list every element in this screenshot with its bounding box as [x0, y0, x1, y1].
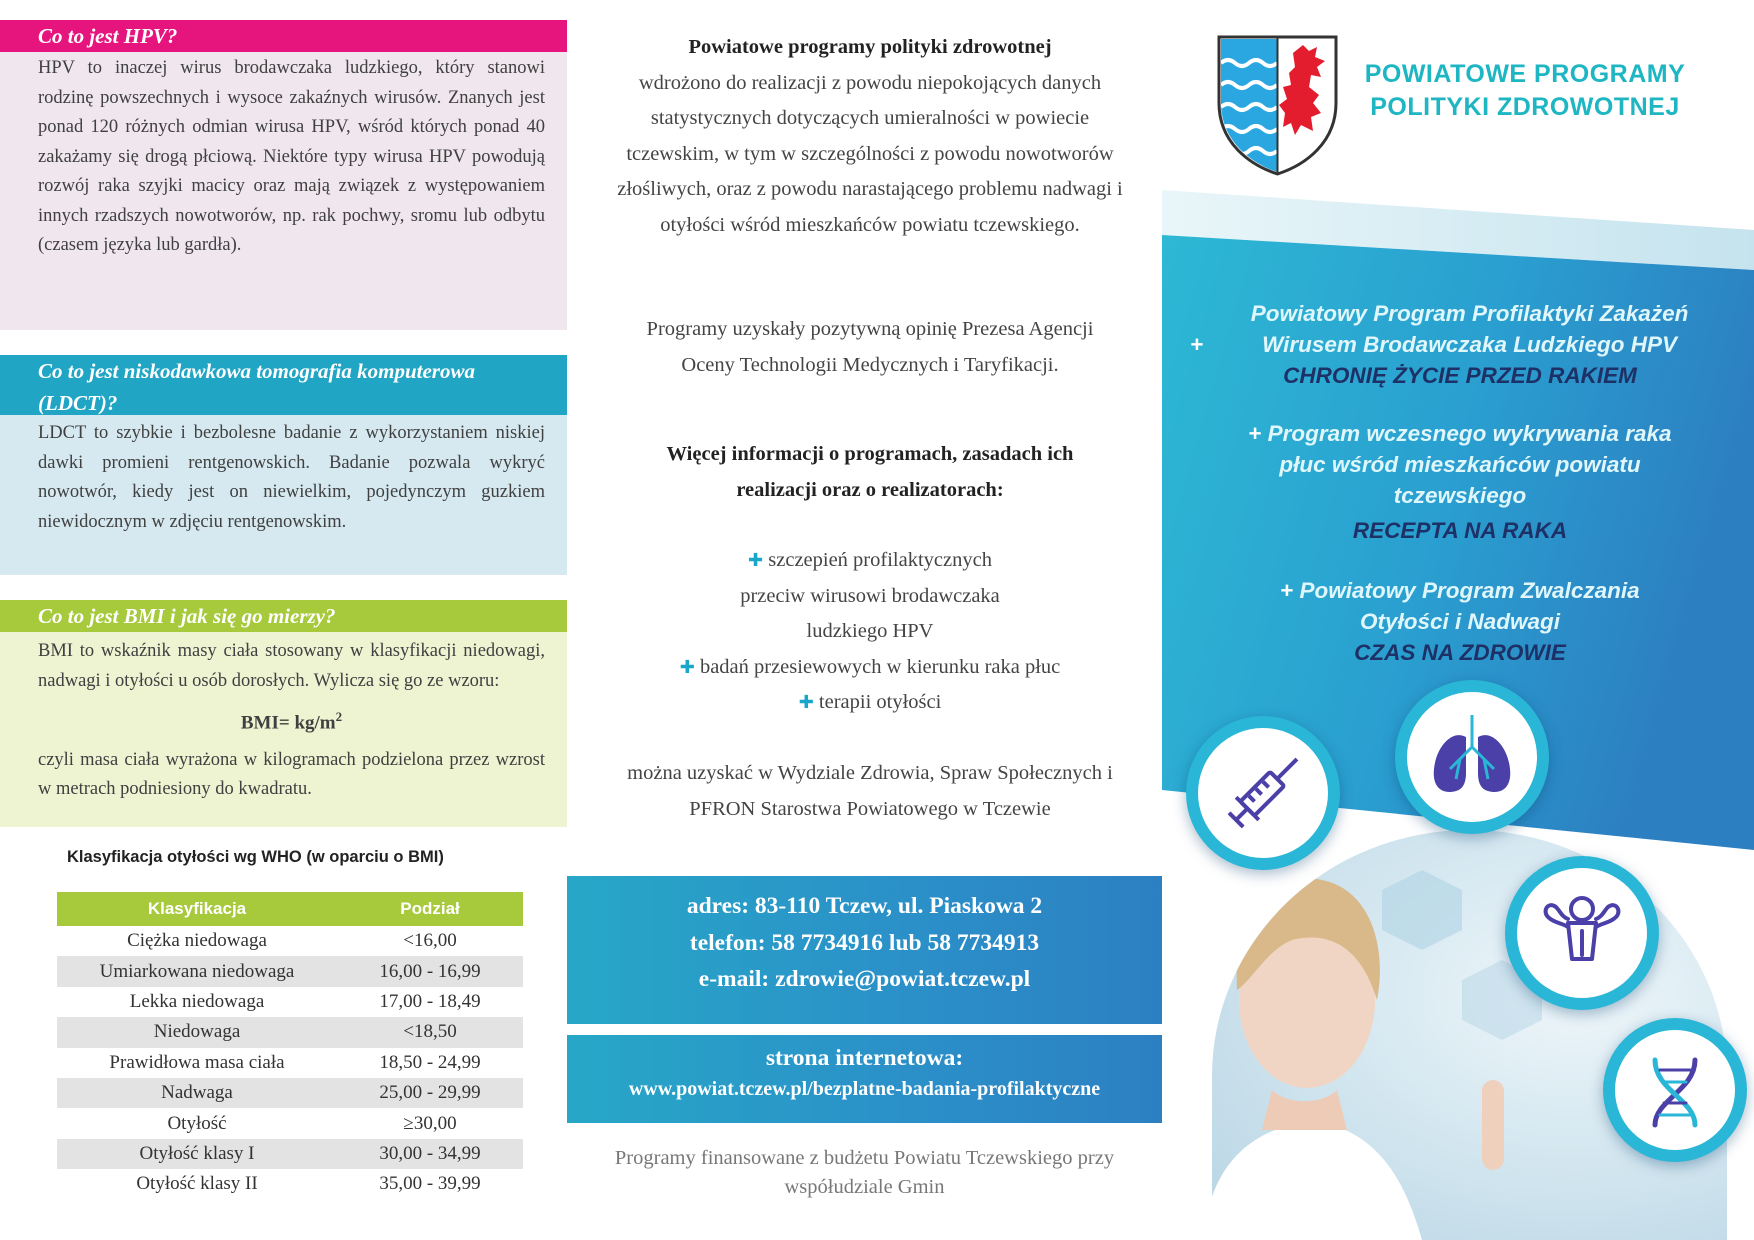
lungs-icon	[1422, 707, 1522, 807]
muscle-man-circle	[1517, 868, 1647, 998]
more-info-heading: Więcej informacji o programach, zasadach ich realizacji oraz o realizatorach:	[666, 443, 1074, 501]
table-header-range: Podział	[337, 892, 523, 926]
funding-note: Programy finansowane z budżetu Powiatu Tczewskiego przy współudziale Gmin	[614, 1147, 1115, 1198]
plus-icon: +	[1280, 578, 1294, 603]
table-header-classification: Klasyfikacja	[57, 892, 337, 926]
syringe-circle	[1198, 728, 1328, 858]
syringe-icon	[1213, 743, 1313, 843]
plus-icon: +	[1248, 421, 1262, 446]
table-row: Niedowaga <18,50	[57, 1017, 523, 1047]
intro-paragraph	[585, 30, 1155, 243]
program-info-list	[585, 543, 1155, 721]
plus-icon: +	[1190, 332, 1204, 357]
contact-email[interactable]: e-mail: zdrowie@powiat.tczew.pl	[698, 966, 1031, 992]
table-row: Otyłość klasy II 35,00 - 39,99	[136, 1173, 481, 1195]
contact-address: adres: 83-110 Tczew, ul. Piaskowa 2	[686, 893, 1043, 919]
hpv-text-box	[0, 52, 567, 330]
plus-icon: ✚	[798, 692, 814, 713]
who-table-title: Klasyfikacja otyłości wg WHO (w oparciu o BMI)	[67, 848, 444, 866]
hpv-heading: Co to jest HPV?	[0, 20, 567, 52]
ldct-text-box	[0, 415, 567, 575]
bmi-text-1: BMI to wskaźnik masy ciała stosowany w klasyfikacji niedowagi, nadwagi i otyłości u osób dorosłych. Wylicza się go ze wzoru:	[38, 641, 545, 691]
list-item: ✚ terapii otyłości	[798, 691, 942, 713]
hpv-text: HPV to inaczej wirus brodawczaka ludzkiego, który stanowi rodzinę powszechnych i wysoce zakaźnych wirusów. Znanych jest ponad 120 różnych odmian wirusa HPV, wśród których ponad 40 zakażamy się drogą płciową. Niektóre typy wirusa HPV powodują rozwój raka szyjki macicy oraz mają związek z występowaniem innych rzadszych nowotworów, np. rak pochwy, sromu lub odbytu (czasem języka lub gardła).	[38, 58, 545, 255]
right-panel-title: POWIATOWE PROGRAMY POLITYKI ZDROWOTNEJ	[1364, 60, 1686, 121]
who-classification-table	[57, 892, 523, 1200]
bmi-text-box	[0, 632, 567, 827]
table-row: Ciężka niedowaga <16,00	[127, 930, 457, 952]
lungs-circle	[1407, 692, 1537, 822]
contact-box	[567, 876, 1162, 1024]
dna-icon	[1630, 1045, 1720, 1135]
intro-rest: wdrożono do realizacji z powodu niepokojących danych statystycznych dotyczących umieralności w powiecie tczewskim, w tym w szczególności z powodu nowotworów złośliwych, oraz z powodu narastającego problemu nadwagi i otyłości wśród mieszkańców powiatu tczewskiego.	[617, 71, 1123, 236]
plus-icon: ✚	[748, 550, 764, 571]
ldct-text: LDCT to szybkie i bezbolesne badanie z wykorzystaniem niskiej dawki promieni rentgenowskich. Badanie pozwala wykryć nowotwór, kiedy jest on niewielkim, pojedynczym guzkiem niewidocznym w zdjęciu rentgenowskim.	[38, 423, 545, 532]
ldct-heading: Co to jest niskodawkowa tomografia komputerowa (LDCT)?	[0, 355, 567, 415]
coat-of-arms-logo	[1215, 33, 1340, 178]
intro-bold: Powiatowe programy polityki zdrowotnej	[688, 36, 1052, 58]
program-obesity-slogan: CZAS NA ZDROWIE	[1354, 640, 1566, 665]
table-row: Otyłość ≥30,00	[167, 1112, 457, 1134]
table-row: Prawidłowa masa ciała 18,50 - 24,99	[109, 1051, 481, 1073]
table-row: Otyłość klasy I 30,00 - 34,99	[57, 1139, 523, 1169]
list-item: ✚ badań przesiewowych w kierunku raka płuc	[679, 655, 1061, 678]
muscle-man-icon	[1532, 883, 1632, 983]
website-box	[567, 1035, 1162, 1123]
bmi-formula: $BMI= kg/m^2$	[240, 709, 343, 734]
bmi-heading: Co to jest BMI i jak się go mierzy?	[0, 600, 567, 632]
dna-circle	[1615, 1030, 1735, 1150]
program-lung-slogan: RECEPTA NA RAKA	[1352, 518, 1568, 543]
plus-icon: ✚	[679, 656, 695, 678]
program-lung: + Program wczesnego wykrywania raka płuc wśród mieszkańców powiatu tczewskiego RECEPTA NA RAKA	[1165, 418, 1754, 546]
program-obesity: + Powiatowy Program Zwalczania Otyłości i Nadwagi CZAS NA ZDROWIE	[1165, 575, 1754, 668]
table-row: Umiarkowana niedowaga 16,00 - 16,99	[57, 956, 523, 986]
where-paragraph: można uzyskać w Wydziale Zdrowia, Spraw Społecznych i PFRON Starostwa Powiatowego w Tczewie	[627, 762, 1113, 820]
contact-phone: telefon: 58 7734916 lub 58 7734913	[689, 929, 1040, 956]
list-item: ✚ szczepień profilaktycznych przeciw wirusowi brodawczaka ludzkiego HPV	[740, 549, 1000, 642]
bmi-text-2: czyli masa ciała wyrażona w kilogramach podzielona przez wzrost w metrach podniesiony do kwadratu.	[38, 749, 545, 800]
table-row: Nadwaga 25,00 - 29,99	[57, 1078, 523, 1108]
website-link[interactable]: www.powiat.tczew.pl/bezplatne-badania-profilaktyczne	[628, 1078, 1101, 1100]
opinion-paragraph: Programy uzyskały pozytywną opinię Prezesa Agencji Oceny Technologii Medycznych i Taryfikacji.	[646, 318, 1094, 376]
table-row: Lekka niedowaga 17,00 - 18,49	[129, 990, 481, 1012]
program-hpv-slogan: CHRONIĘ ŻYCIE PRZED RAKIEM	[1283, 363, 1637, 388]
program-hpv: +Powiatowy Program Profilaktyki Zakażeń Wirusem Brodawczaka Ludzkiego HPV CHRONIĘ ŻYCIE PRZED RAKIEM	[1165, 298, 1754, 391]
website-label: strona internetowa:	[765, 1045, 964, 1071]
